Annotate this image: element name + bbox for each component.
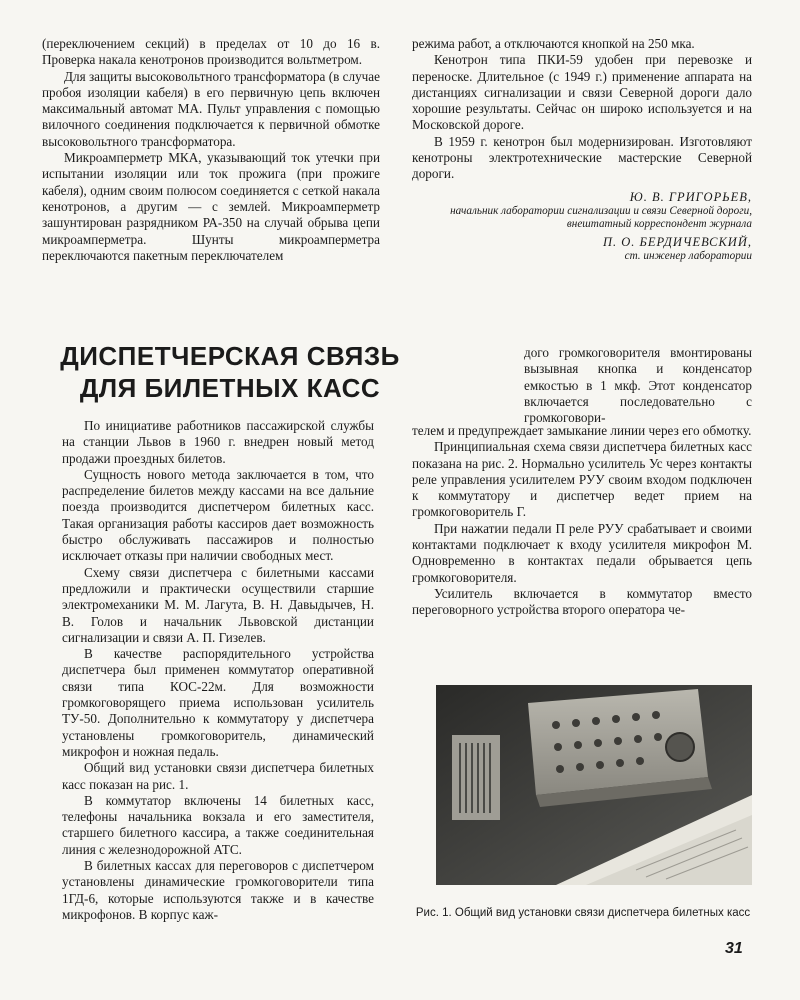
paragraph: Кенотрон типа ПКИ-59 удобен при перевозке и переноске. Длительное (с 1949 г.) применение аппарата на дистанциях сигнализации и связи Северной дороги дало хорошие результаты. Сейчас он широко используется и на Московской дороге.	[412, 52, 752, 133]
author-signature	[412, 189, 752, 264]
paragraph: Схему связи диспетчера с билетными кассами предложили и практически осуществили старшие электромеханики М. М. Лагута, В. Н. Давыдычев, Н. В. Голов и начальник Львовской дистанции сигнализации и связи А. П. Гизелев.	[62, 564, 374, 645]
paragraph: В 1959 г. кенотрон был модернизирован. Изготовляют кенотроны электротехнические мастерские Северной дороги.	[412, 133, 752, 182]
paragraph: Общий вид установки связи диспетчера билетных касс показан на рис. 1.	[62, 760, 374, 792]
paragraph: Усилитель включается в коммутатор вместо переговорного устройства второго оператора че-	[412, 585, 752, 618]
paragraph: дого громкоговорителя вмонтированы вызывная кнопка и конденсатор емкостью в 1 мкф. Этот конденсатор включается последовательно с громкоговори-	[524, 345, 752, 426]
top-right-column	[412, 36, 752, 264]
author-role: ст. инженер лаборатории	[624, 250, 752, 263]
paragraph: режима работ, а отключаются кнопкой на 250 мка.	[412, 36, 695, 51]
photo-illustration	[436, 685, 752, 885]
paragraph: По инициативе работников пассажирской службы на станции Львов в 1960 г. внедрен новый метод продажи проездных билетов.	[62, 418, 374, 466]
article-left-column	[62, 418, 374, 923]
paragraph: В билетных кассах для переговоров с диспетчером установлены динамические громкоговорители типа 1ГД-6, которые используются также и в качестве микрофонов. В корпус каж-	[62, 858, 374, 922]
paragraph: Сущность нового метода заключается в том, что распределение билетов между кассами на все дальние поезда производится диспетчером билетных касс. Такая организация работы кассиров дает возможность быстро обслуживать пассажиров и полностью исключает отказы при наличии свободных мест.	[62, 466, 374, 564]
paragraph: Принципиальная схема связи диспетчера билетных касс показана на рис. 2. Нормально усилитель Ус через контакты реле управления усилителем РУУ своим входом подключен к коммутатору и диспетчер ведет прием на громкоговоритель Г.	[412, 439, 752, 520]
paragraph: Микроамперметр МКА, указывающий ток утечки при испытании изоляции или ток прожига (при прожиге кабеля), одним своим полюсом соединяется с сеткой накала кенотронов, а другим — с землей. Микроамперметр зашунтирован разрядником РА-350 на случай обрыва цепи микроамперметра. Шунты микроамперметра переключаются пакетным переключателем	[42, 150, 380, 263]
top-left-column	[42, 36, 380, 264]
article-right-narrow-column	[524, 345, 752, 426]
paragraph: (переключением секций) в пределах от 10 до 16 в. Проверка накала кенотронов производится вольтметром.	[42, 36, 380, 68]
figure-caption: Рис. 1. Общий вид установки связи диспетчера билетных касс	[415, 907, 751, 919]
equipment-photo	[436, 685, 752, 885]
article-title: ДИСПЕТЧЕРСКАЯ СВЯЗЬ ДЛЯ БИЛЕТНЫХ КАСС	[60, 341, 400, 403]
switchboard	[528, 689, 712, 807]
paragraph: В качестве распорядительного устройства диспетчера был применен коммутатор оперативной связи типа КОС-22м. Для возможности громкоговорящего приема использован усилитель ТУ-50. Дополнительно к коммутатору у диспетчера установлены громкоговоритель, динамический микрофон и ножная педаль.	[62, 646, 374, 759]
article-right-column	[412, 423, 752, 619]
author-name: П. О. БЕРДИЧЕВСКИЙ,	[602, 234, 752, 249]
author-role: начальник лаборатории сигнализации и связи Северной дороги, внештатный корреспондент журнала	[450, 204, 752, 231]
author-name: Ю. В. ГРИГОРЬЕВ,	[629, 189, 752, 204]
paragraph: телем и предупреждает замыкание линии через его обмотку.	[412, 423, 752, 438]
paragraph: Для защиты высоковольтного трансформатора (в случае пробоя изоляции кабеля) в его первичную цепь включен максимальный автомат МА. Пульт управления с помощью вилочного соединения подключается к первичной обмотке высоковольтного трансформатора.	[42, 68, 380, 149]
loudspeaker	[452, 735, 500, 820]
paragraph: В коммутатор включены 14 билетных касс, телефоны начальника вокзала и его заместителя, старшего билетного кассира, а также соединительная линия с железнодорожной АТС.	[62, 792, 374, 857]
paragraph: При нажатии педали П реле РУУ срабатывает и своими контактами подключает к входу усилителя микрофон М. Одновременно в контактах педали обрывается цепь громкоговорителя.	[412, 520, 752, 585]
page-number: 31	[725, 940, 743, 957]
